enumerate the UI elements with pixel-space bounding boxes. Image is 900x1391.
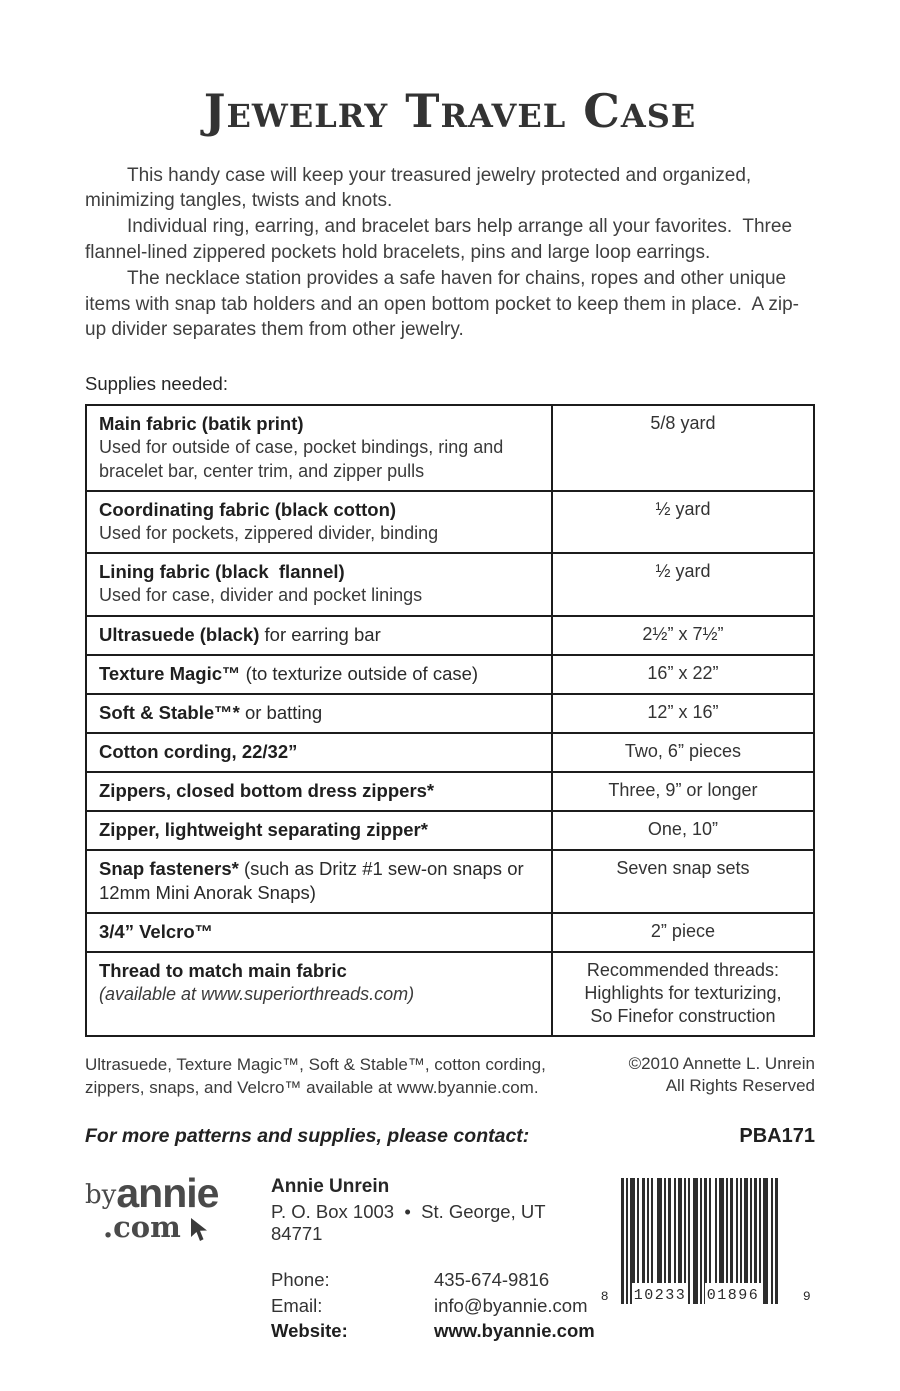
item-cell bbox=[86, 694, 552, 733]
item-description: Used for case, divider and pocket linings bbox=[99, 585, 423, 606]
contact-rows bbox=[271, 1267, 595, 1344]
mouse-cursor-icon bbox=[187, 1217, 211, 1248]
barcode-bar bbox=[775, 1178, 778, 1304]
qty-line: So Finefor construction bbox=[590, 1006, 776, 1027]
copyright-line: All Rights Reserved bbox=[665, 1076, 815, 1096]
item-cell bbox=[86, 850, 552, 913]
qty-cell: 16” x 22” bbox=[552, 655, 814, 694]
item-cell bbox=[86, 491, 552, 553]
table-row bbox=[86, 772, 814, 811]
item-name: Zipper, lightweight separating zipper* bbox=[99, 819, 428, 841]
qty-cell: One, 10” bbox=[552, 811, 814, 850]
upc-barcode bbox=[595, 1174, 825, 1304]
supplies-table-body bbox=[86, 405, 814, 1036]
item-name: Cotton cording, 22/32” bbox=[99, 741, 298, 763]
item-cell bbox=[86, 811, 552, 850]
contact-address: P. O. Box 1003 • St. George, UT 84771 bbox=[271, 1201, 556, 1245]
item-cell bbox=[86, 913, 552, 952]
item-cell bbox=[86, 616, 552, 655]
website-row bbox=[271, 1318, 595, 1344]
logo-annie-text: annie bbox=[116, 1170, 219, 1217]
byannie-logo bbox=[85, 1170, 255, 1245]
qty-cell: 2½” x 7½” bbox=[552, 616, 814, 655]
website-label: Website: bbox=[271, 1320, 348, 1342]
table-row bbox=[86, 553, 814, 615]
qty-cell: ½ yard bbox=[552, 553, 814, 615]
item-detail: or batting bbox=[239, 701, 323, 723]
barcode-digits-group1: 10233 bbox=[632, 1283, 689, 1304]
contact-banner-text: For more patterns and supplies, please contact: bbox=[85, 1125, 530, 1148]
email-row bbox=[271, 1293, 595, 1319]
item-cell bbox=[86, 405, 552, 491]
item-name: Zippers, closed bottom dress zippers* bbox=[99, 780, 435, 802]
footnote-row bbox=[85, 1053, 815, 1099]
table-row bbox=[86, 733, 814, 772]
table-row bbox=[86, 952, 814, 1036]
barcode-right-digit: 9 bbox=[802, 1289, 811, 1305]
item-name: Soft & Stable™* bbox=[99, 701, 240, 723]
qty-cell: Seven snap sets bbox=[552, 850, 814, 913]
item-name: Main fabric (batik print) bbox=[99, 413, 304, 435]
item-detail: (to texturize outside of case) bbox=[240, 662, 479, 684]
qty-cell: Three, 9” or longer bbox=[552, 772, 814, 811]
qty-cell: 2” piece bbox=[552, 913, 814, 952]
barcode-digits-group2: 01896 bbox=[705, 1283, 762, 1304]
phone-label: Phone: bbox=[271, 1269, 330, 1291]
qty-cell: 5/8 yard bbox=[552, 405, 814, 491]
intro-text bbox=[85, 163, 815, 344]
item-detail: for earring bar bbox=[259, 623, 381, 645]
item-description: Used for outside of case, pocket bindings, ring and bracelet bar, center trim, and zipper pulls bbox=[99, 437, 509, 481]
email-value: info@byannie.com bbox=[434, 1294, 588, 1316]
item-cell bbox=[86, 952, 552, 1036]
table-row bbox=[86, 850, 814, 913]
qty-cell bbox=[552, 952, 814, 1036]
item-name: Texture Magic™ bbox=[99, 662, 241, 684]
table-row bbox=[86, 405, 814, 491]
item-name: Snap fasteners* bbox=[99, 858, 239, 880]
intro-paragraph: This handy case will keep your treasured jewelry protected and organized, minimizing tangles, twists and knots. bbox=[85, 164, 757, 212]
item-name: Ultrasuede (black) bbox=[99, 623, 260, 645]
logo-domain bbox=[103, 1210, 255, 1244]
contact-info bbox=[271, 1174, 595, 1344]
barcode-bars-area bbox=[621, 1178, 781, 1304]
trademark-note: Ultrasuede, Texture Magic™, Soft & Stable™, cotton cording, zippers, snaps, and Velcro™ available at www.byannie.com. bbox=[85, 1055, 551, 1098]
barcode-left-digit: 8 bbox=[600, 1289, 609, 1305]
contact-banner bbox=[85, 1125, 815, 1148]
qty-cell: 12” x 16” bbox=[552, 694, 814, 733]
item-name: Coordinating fabric (black cotton) bbox=[99, 499, 397, 520]
intro-paragraph: The necklace station provides a safe haven for chains, ropes and other unique items with snap tab holders and an open bottom pocket to keep them in place. A zip-up divider separates them from other jewelry. bbox=[85, 267, 799, 341]
qty-line: Recommended threads: bbox=[586, 960, 779, 981]
logo-wordmark bbox=[85, 1170, 255, 1217]
item-cell bbox=[86, 733, 552, 772]
pattern-number: PBA171 bbox=[739, 1125, 815, 1148]
phone-value: 435-674-9816 bbox=[434, 1269, 550, 1291]
logo-com-text: .com bbox=[103, 1210, 181, 1245]
footer-section bbox=[85, 1170, 815, 1344]
table-row bbox=[86, 811, 814, 850]
qty-cell: ½ yard bbox=[552, 491, 814, 553]
item-cell bbox=[86, 553, 552, 615]
table-row bbox=[86, 913, 814, 952]
phone-row bbox=[271, 1267, 595, 1293]
item-cell bbox=[86, 655, 552, 694]
item-name: Lining fabric (black flannel) bbox=[99, 561, 345, 583]
intro-paragraph: Individual ring, earring, and bracelet bars help arrange all your favorites. Three flannel-lined zippered pockets hold bracelets, pins and large loop earrings. bbox=[85, 216, 798, 263]
copyright-line: ©2010 Annette L. Unrein bbox=[628, 1054, 815, 1074]
item-detail: (such as Dritz #1 sew-on snaps or 12mm Mini Anorak Snaps) bbox=[99, 858, 529, 904]
website-value: www.byannie.com bbox=[434, 1320, 595, 1342]
item-name: 3/4” Velcro™ bbox=[99, 921, 214, 943]
table-row bbox=[86, 694, 814, 733]
supplies-heading: Supplies needed: bbox=[85, 373, 228, 395]
email-label: Email: bbox=[271, 1294, 323, 1316]
qty-cell: Two, 6” pieces bbox=[552, 733, 814, 772]
table-row bbox=[86, 616, 814, 655]
item-description: Used for pockets, zippered divider, binding bbox=[99, 523, 439, 544]
table-row bbox=[86, 491, 814, 553]
item-cell bbox=[86, 772, 552, 811]
page-title: Jewelry Travel Case bbox=[203, 84, 697, 138]
supplies-table bbox=[85, 404, 815, 1037]
item-description: (available at www.superiorthreads.com) bbox=[99, 984, 415, 1005]
table-row bbox=[86, 655, 814, 694]
contact-name: Annie Unrein bbox=[271, 1176, 390, 1198]
item-name: Thread to match main fabric bbox=[99, 960, 347, 982]
logo-by-text: by bbox=[85, 1180, 117, 1211]
qty-line: Highlights for texturizing, bbox=[584, 983, 782, 1004]
copyright-notice bbox=[629, 1053, 815, 1099]
